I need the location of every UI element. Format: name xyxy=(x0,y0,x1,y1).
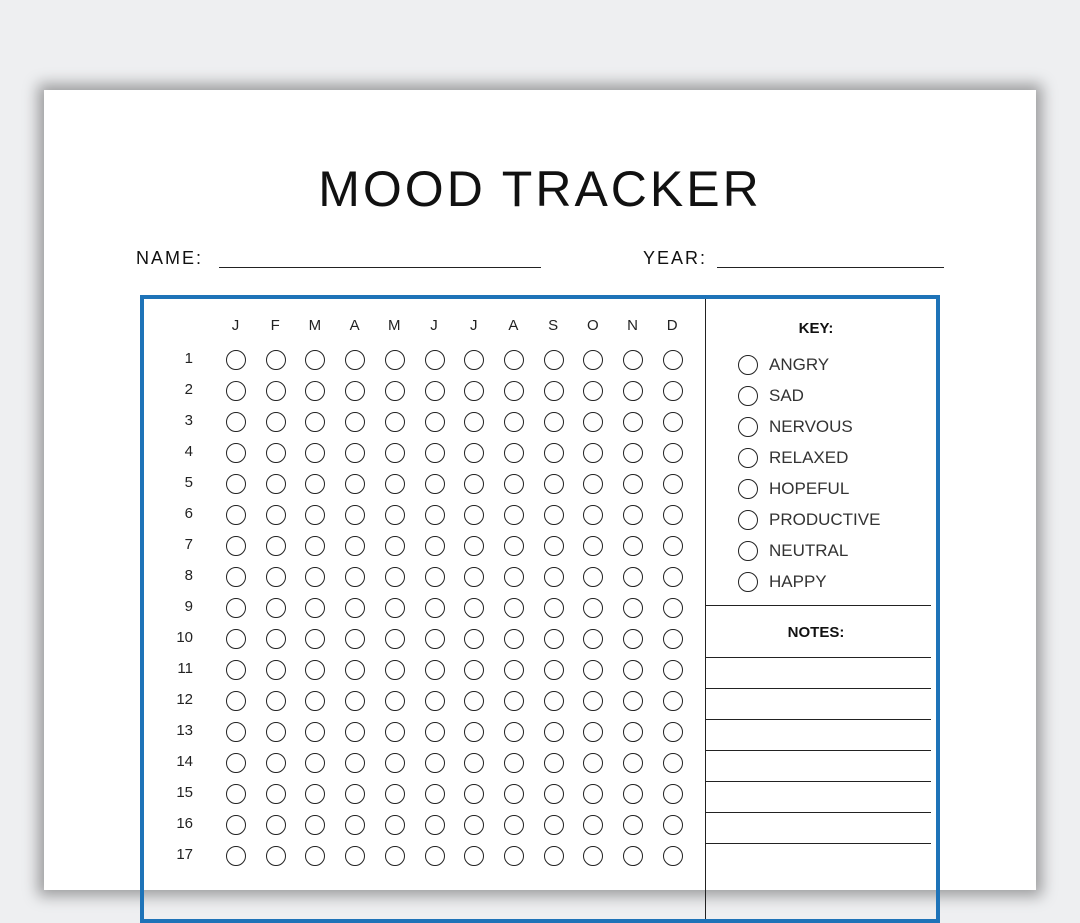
mood-circle[interactable] xyxy=(544,443,564,463)
mood-circle[interactable] xyxy=(583,474,603,494)
year-field-line[interactable] xyxy=(717,267,944,268)
mood-circle[interactable] xyxy=(663,412,683,432)
mood-circle[interactable] xyxy=(464,474,484,494)
day-number: 13 xyxy=(176,722,193,739)
mood-circle[interactable] xyxy=(305,412,325,432)
mood-circle[interactable] xyxy=(266,474,286,494)
mood-circle[interactable] xyxy=(583,350,603,370)
mood-circle[interactable] xyxy=(583,660,603,680)
mood-circle[interactable] xyxy=(544,381,564,401)
mood-circle[interactable] xyxy=(583,691,603,711)
mood-circle[interactable] xyxy=(544,784,564,804)
mood-circle[interactable] xyxy=(623,722,643,742)
mood-circle[interactable] xyxy=(623,846,643,866)
mood-circle[interactable] xyxy=(583,629,603,649)
day-number: 12 xyxy=(176,691,193,708)
mood-circle[interactable] xyxy=(544,598,564,618)
mood-circle[interactable] xyxy=(583,598,603,618)
mood-circle[interactable] xyxy=(425,784,445,804)
day-number: 15 xyxy=(176,784,193,801)
mood-circle[interactable] xyxy=(385,629,405,649)
mood-circle[interactable] xyxy=(345,753,365,773)
mood-circle[interactable] xyxy=(425,474,445,494)
day-number: 2 xyxy=(184,381,193,398)
mood-circle[interactable] xyxy=(385,691,405,711)
day-number: 10 xyxy=(176,629,193,646)
mood-circle[interactable] xyxy=(544,474,564,494)
mood-circle[interactable] xyxy=(623,474,643,494)
day-number: 5 xyxy=(184,474,193,491)
mood-circle[interactable] xyxy=(583,722,603,742)
mood-circle[interactable] xyxy=(226,598,246,618)
notes-line[interactable] xyxy=(706,688,931,689)
mood-circle[interactable] xyxy=(464,629,484,649)
mood-circle[interactable] xyxy=(544,815,564,835)
mood-circle[interactable] xyxy=(583,753,603,773)
mood-circle[interactable] xyxy=(623,412,643,432)
mood-circle[interactable] xyxy=(504,753,524,773)
mood-circle[interactable] xyxy=(385,846,405,866)
mood-circle[interactable] xyxy=(226,567,246,587)
mood-circle[interactable] xyxy=(544,753,564,773)
notes-line[interactable] xyxy=(706,781,931,782)
mood-circle[interactable] xyxy=(305,474,325,494)
day-number: 11 xyxy=(177,660,193,677)
mood-circle[interactable] xyxy=(226,474,246,494)
mood-circle[interactable] xyxy=(663,443,683,463)
mood-circle[interactable] xyxy=(266,753,286,773)
mood-circle[interactable] xyxy=(544,536,564,556)
mood-circle[interactable] xyxy=(266,443,286,463)
mood-circle[interactable] xyxy=(266,660,286,680)
mood-circle[interactable] xyxy=(504,691,524,711)
mood-circle[interactable] xyxy=(623,815,643,835)
mood-circle[interactable] xyxy=(266,536,286,556)
mood-circle[interactable] xyxy=(623,753,643,773)
mood-circle[interactable] xyxy=(544,412,564,432)
mood-circle[interactable] xyxy=(385,536,405,556)
mood-circle[interactable] xyxy=(305,691,325,711)
mood-circle[interactable] xyxy=(623,443,643,463)
mood-circle[interactable] xyxy=(345,815,365,835)
mood-circle[interactable] xyxy=(504,722,524,742)
mood-circle[interactable] xyxy=(504,629,524,649)
mood-circle[interactable] xyxy=(345,381,365,401)
mood-circle[interactable] xyxy=(385,815,405,835)
mood-circle[interactable] xyxy=(425,815,445,835)
notes-line[interactable] xyxy=(706,843,931,844)
mood-circle[interactable] xyxy=(345,660,365,680)
mood-circle[interactable] xyxy=(504,598,524,618)
mood-circle[interactable] xyxy=(663,784,683,804)
mood-circle[interactable] xyxy=(305,722,325,742)
mood-circle[interactable] xyxy=(504,660,524,680)
mood-circle[interactable] xyxy=(504,846,524,866)
mood-circle[interactable] xyxy=(385,567,405,587)
mood-circle[interactable] xyxy=(663,660,683,680)
mood-circle[interactable] xyxy=(663,846,683,866)
month-header: M xyxy=(388,317,402,334)
key-swatch-circle[interactable] xyxy=(738,572,758,592)
mood-circle[interactable] xyxy=(583,381,603,401)
mood-circle[interactable] xyxy=(345,350,365,370)
mood-circle[interactable] xyxy=(464,412,484,432)
mood-circle[interactable] xyxy=(345,474,365,494)
mood-circle[interactable] xyxy=(305,784,325,804)
mood-circle[interactable] xyxy=(385,412,405,432)
mood-circle[interactable] xyxy=(345,722,365,742)
mood-circle[interactable] xyxy=(226,691,246,711)
notes-line[interactable] xyxy=(706,657,931,658)
notes-line[interactable] xyxy=(706,719,931,720)
mood-circle[interactable] xyxy=(345,691,365,711)
mood-circle[interactable] xyxy=(544,350,564,370)
mood-circle[interactable] xyxy=(345,443,365,463)
mood-circle[interactable] xyxy=(623,567,643,587)
mood-circle[interactable] xyxy=(504,784,524,804)
mood-circle[interactable] xyxy=(583,784,603,804)
mood-circle[interactable] xyxy=(544,567,564,587)
key-label: RELAXED xyxy=(769,448,849,467)
key-label: SAD xyxy=(769,386,804,405)
mood-circle[interactable] xyxy=(266,598,286,618)
month-header: F xyxy=(270,317,281,334)
mood-circle[interactable] xyxy=(345,567,365,587)
mood-circle[interactable] xyxy=(385,474,405,494)
mood-circle[interactable] xyxy=(544,505,564,525)
mood-circle[interactable] xyxy=(663,629,683,649)
mood-circle[interactable] xyxy=(464,536,484,556)
mood-circle[interactable] xyxy=(305,753,325,773)
mood-circle[interactable] xyxy=(226,629,246,649)
mood-circle[interactable] xyxy=(623,691,643,711)
mood-circle[interactable] xyxy=(425,753,445,773)
notes-line[interactable] xyxy=(706,812,931,813)
mood-circle[interactable] xyxy=(425,443,445,463)
month-header: N xyxy=(627,317,639,334)
mood-circle[interactable] xyxy=(226,660,246,680)
mood-circle[interactable] xyxy=(663,474,683,494)
mood-circle[interactable] xyxy=(464,691,484,711)
mood-circle[interactable] xyxy=(583,505,603,525)
mood-circle[interactable] xyxy=(305,536,325,556)
mood-circle[interactable] xyxy=(663,350,683,370)
mood-circle[interactable] xyxy=(425,598,445,618)
mood-circle[interactable] xyxy=(583,412,603,432)
mood-circle[interactable] xyxy=(345,784,365,804)
mood-circle[interactable] xyxy=(266,629,286,649)
mood-circle[interactable] xyxy=(345,629,365,649)
mood-circle[interactable] xyxy=(425,412,445,432)
mood-circle[interactable] xyxy=(266,412,286,432)
mood-circle[interactable] xyxy=(544,629,564,649)
mood-circle[interactable] xyxy=(544,691,564,711)
month-header: J xyxy=(430,317,439,334)
mood-circle[interactable] xyxy=(464,846,484,866)
day-number: 8 xyxy=(184,567,193,584)
key-label: NEUTRAL xyxy=(769,541,849,560)
mood-circle[interactable] xyxy=(305,567,325,587)
month-header: M xyxy=(308,317,323,334)
day-number: 9 xyxy=(184,598,193,615)
key-swatch-circle[interactable] xyxy=(738,510,758,530)
key-label: PRODUCTIVE xyxy=(769,510,881,529)
mood-circle[interactable] xyxy=(305,846,325,866)
mood-circle[interactable] xyxy=(226,753,246,773)
mood-circle[interactable] xyxy=(425,505,445,525)
mood-circle[interactable] xyxy=(464,815,484,835)
month-header: A xyxy=(349,317,361,334)
mood-circle[interactable] xyxy=(663,722,683,742)
mood-circle[interactable] xyxy=(464,443,484,463)
mood-circle[interactable] xyxy=(266,815,286,835)
mood-circle[interactable] xyxy=(425,567,445,587)
mood-circle[interactable] xyxy=(266,350,286,370)
mood-circle[interactable] xyxy=(226,350,246,370)
mood-circle[interactable] xyxy=(464,784,484,804)
day-number: 14 xyxy=(176,753,193,770)
mood-circle[interactable] xyxy=(385,350,405,370)
mood-circle[interactable] xyxy=(464,350,484,370)
mood-circle[interactable] xyxy=(345,598,365,618)
mood-circle[interactable] xyxy=(226,505,246,525)
mood-circle[interactable] xyxy=(663,505,683,525)
mood-circle[interactable] xyxy=(425,629,445,649)
mood-circle[interactable] xyxy=(544,846,564,866)
notes-title: NOTES: xyxy=(787,624,845,641)
mood-circle[interactable] xyxy=(623,784,643,804)
mood-circle[interactable] xyxy=(464,567,484,587)
mood-circle[interactable] xyxy=(663,753,683,773)
mood-circle[interactable] xyxy=(425,846,445,866)
mood-circle[interactable] xyxy=(266,722,286,742)
mood-circle[interactable] xyxy=(583,846,603,866)
mood-circle[interactable] xyxy=(504,474,524,494)
day-number: 3 xyxy=(184,412,193,429)
mood-circle[interactable] xyxy=(464,598,484,618)
mood-circle[interactable] xyxy=(345,846,365,866)
mood-circle[interactable] xyxy=(305,443,325,463)
mood-circle[interactable] xyxy=(504,443,524,463)
mood-circle[interactable] xyxy=(425,722,445,742)
mood-circle[interactable] xyxy=(345,412,365,432)
month-header: J xyxy=(469,317,479,334)
mood-circle[interactable] xyxy=(425,536,445,556)
mood-circle[interactable] xyxy=(305,598,325,618)
month-header: S xyxy=(548,317,560,334)
mood-circle[interactable] xyxy=(385,660,405,680)
notes-line[interactable] xyxy=(706,750,931,751)
mood-circle[interactable] xyxy=(425,660,445,680)
mood-circle[interactable] xyxy=(583,815,603,835)
mood-tracker-sheet xyxy=(44,90,1036,890)
mood-circle[interactable] xyxy=(425,381,445,401)
day-number: 6 xyxy=(184,505,193,522)
mood-circle[interactable] xyxy=(663,381,683,401)
mood-circle[interactable] xyxy=(385,443,405,463)
mood-circle[interactable] xyxy=(266,567,286,587)
mood-circle[interactable] xyxy=(385,722,405,742)
mood-circle[interactable] xyxy=(305,505,325,525)
mood-circle[interactable] xyxy=(305,350,325,370)
mood-circle[interactable] xyxy=(266,691,286,711)
mood-circle[interactable] xyxy=(385,505,405,525)
grid-key-divider xyxy=(705,299,706,919)
mood-circle[interactable] xyxy=(385,784,405,804)
key-swatch-circle[interactable] xyxy=(738,479,758,499)
mood-circle[interactable] xyxy=(663,691,683,711)
mood-circle[interactable] xyxy=(226,815,246,835)
mood-circle[interactable] xyxy=(345,505,365,525)
key-swatch-circle[interactable] xyxy=(738,386,758,406)
mood-circle[interactable] xyxy=(504,412,524,432)
mood-circle[interactable] xyxy=(504,505,524,525)
mood-circle[interactable] xyxy=(623,629,643,649)
mood-circle[interactable] xyxy=(623,536,643,556)
mood-circle[interactable] xyxy=(663,567,683,587)
mood-circle[interactable] xyxy=(504,567,524,587)
key-swatch-circle[interactable] xyxy=(738,355,758,375)
mood-circle[interactable] xyxy=(305,381,325,401)
key-swatch-circle[interactable] xyxy=(738,541,758,561)
mood-circle[interactable] xyxy=(305,815,325,835)
mood-circle[interactable] xyxy=(583,536,603,556)
year-label: YEAR: xyxy=(643,248,708,268)
day-number: 16 xyxy=(176,815,193,832)
key-label: HOPEFUL xyxy=(769,479,850,498)
mood-circle[interactable] xyxy=(226,381,246,401)
mood-circle[interactable] xyxy=(623,505,643,525)
day-number: 4 xyxy=(184,443,193,460)
mood-circle[interactable] xyxy=(345,536,365,556)
mood-circle[interactable] xyxy=(425,691,445,711)
mood-circle[interactable] xyxy=(623,350,643,370)
mood-circle[interactable] xyxy=(464,505,484,525)
tracker-frame xyxy=(140,295,940,923)
mood-circle[interactable] xyxy=(266,381,286,401)
mood-circle[interactable] xyxy=(226,412,246,432)
key-label: NERVOUS xyxy=(769,417,853,436)
month-header: O xyxy=(586,317,600,334)
mood-circle[interactable] xyxy=(504,815,524,835)
mood-circle[interactable] xyxy=(663,536,683,556)
key-swatch-circle[interactable] xyxy=(738,417,758,437)
key-label: HAPPY xyxy=(769,572,827,591)
key-label: ANGRY xyxy=(769,355,830,374)
mood-circle[interactable] xyxy=(226,846,246,866)
mood-circle[interactable] xyxy=(623,660,643,680)
mood-circle[interactable] xyxy=(425,350,445,370)
mood-circle[interactable] xyxy=(544,660,564,680)
day-number: 1 xyxy=(184,350,193,367)
name-label: NAME: xyxy=(136,248,204,268)
mood-circle[interactable] xyxy=(385,381,405,401)
mood-circle[interactable] xyxy=(663,598,683,618)
mood-circle[interactable] xyxy=(226,443,246,463)
mood-circle[interactable] xyxy=(226,784,246,804)
day-number: 17 xyxy=(176,846,193,863)
month-header: J xyxy=(231,317,241,334)
mood-circle[interactable] xyxy=(504,536,524,556)
mood-circle[interactable] xyxy=(266,846,286,866)
mood-circle[interactable] xyxy=(464,753,484,773)
mood-circle[interactable] xyxy=(504,381,524,401)
mood-circle[interactable] xyxy=(266,784,286,804)
key-notes-divider xyxy=(706,605,931,606)
mood-circle[interactable] xyxy=(305,629,325,649)
mood-circle[interactable] xyxy=(623,381,643,401)
name-field-line[interactable] xyxy=(219,267,541,268)
month-header: A xyxy=(508,317,520,334)
mood-circle[interactable] xyxy=(385,753,405,773)
mood-circle[interactable] xyxy=(226,722,246,742)
mood-circle[interactable] xyxy=(464,722,484,742)
key-swatch-circle[interactable] xyxy=(738,448,758,468)
mood-circle[interactable] xyxy=(623,598,643,618)
mood-circle[interactable] xyxy=(504,350,524,370)
mood-circle[interactable] xyxy=(663,815,683,835)
mood-circle[interactable] xyxy=(385,598,405,618)
mood-circle[interactable] xyxy=(464,381,484,401)
day-number: 7 xyxy=(184,536,193,553)
page-title: MOOD TRACKER xyxy=(318,161,762,217)
month-header: D xyxy=(666,317,679,334)
mood-circle[interactable] xyxy=(226,536,246,556)
mood-circle[interactable] xyxy=(544,722,564,742)
mood-circle[interactable] xyxy=(583,443,603,463)
key-title: KEY: xyxy=(798,320,834,337)
mood-circle[interactable] xyxy=(305,660,325,680)
mood-circle[interactable] xyxy=(464,660,484,680)
mood-circle[interactable] xyxy=(583,567,603,587)
mood-circle[interactable] xyxy=(266,505,286,525)
